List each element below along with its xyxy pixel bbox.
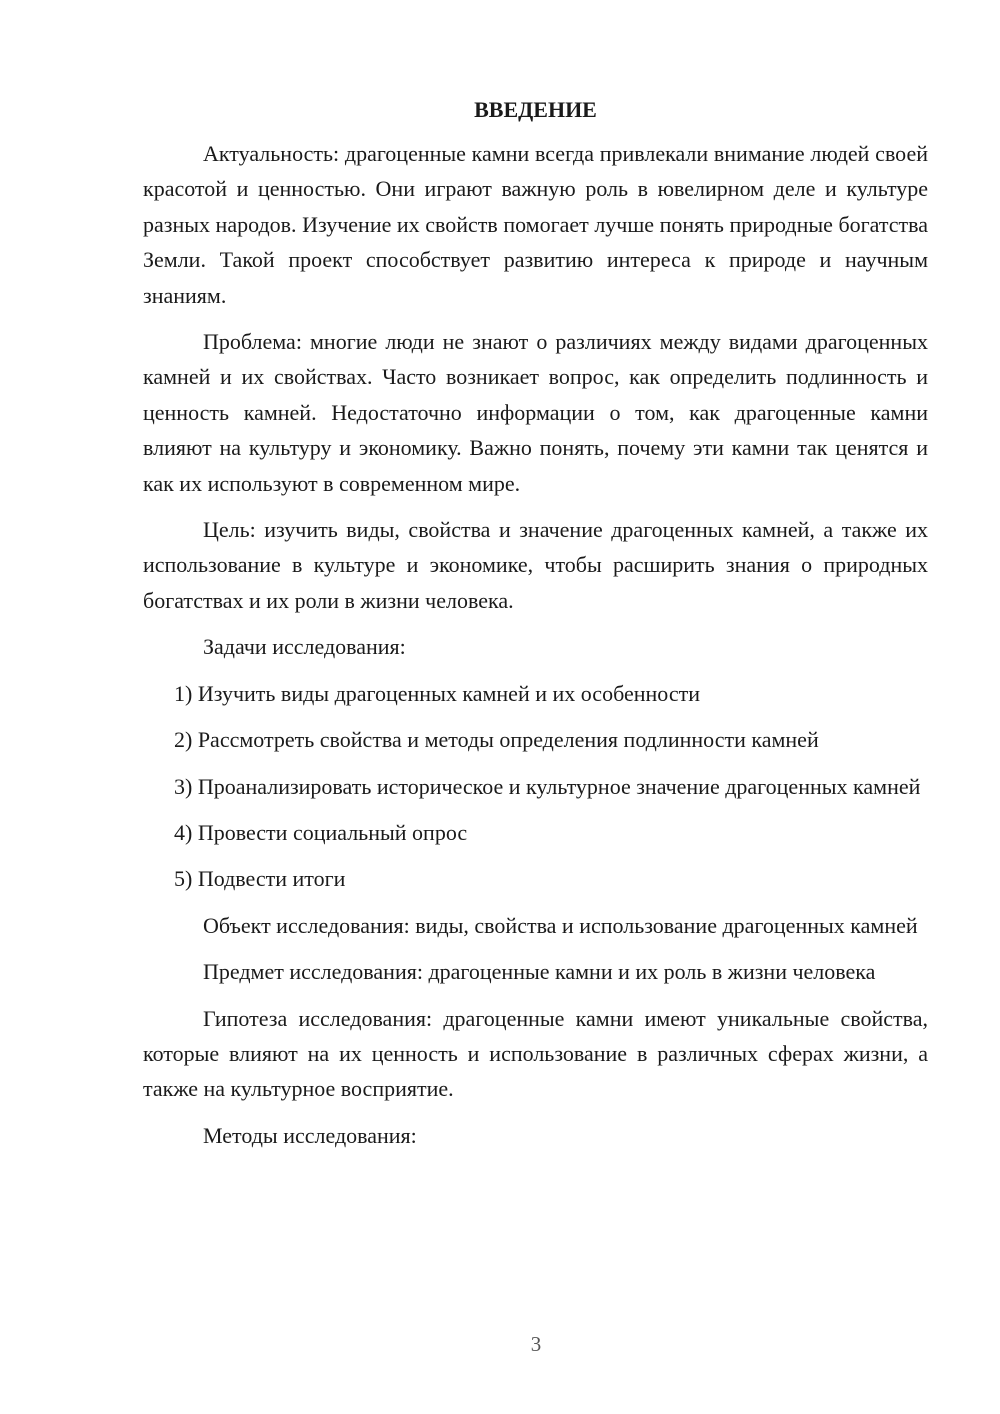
goal-paragraph: Цель: изучить виды, свойства и значение драгоценных камней, а также их использование в культуре и экономике, чтобы расширить знания о природных богатствах и их роли в жизни человека. bbox=[143, 517, 928, 613]
page-title: ВВЕДЕНИЕ bbox=[474, 97, 597, 122]
methods-heading: Методы исследования: bbox=[203, 1122, 417, 1148]
hypothesis-paragraph: Гипотеза исследования: драгоценные камни имеют уникальные свойства, которые влияют на их ценность и использование в различных сферах жизни, а также на культурное восприятие. bbox=[143, 1005, 928, 1102]
subject-paragraph: Предмет исследования: драгоценные камни и их роль в жизни человека bbox=[203, 959, 876, 985]
tasks-heading: Задачи исследования: bbox=[203, 634, 406, 660]
task-item-3: 3) Проанализировать историческое и культурное значение драгоценных камней bbox=[174, 773, 921, 799]
task-item-1: 1) Изучить виды драгоценных камней и их особенности bbox=[174, 680, 700, 706]
task-item-5: 5) Подвести итоги bbox=[174, 866, 346, 892]
object-paragraph: Объект исследования: виды, свойства и использование драгоценных камней bbox=[203, 912, 918, 938]
relevance-paragraph: Актуальность: драгоценные камни всегда привлекали внимание людей своей красотой и ценностью. Они играют важную роль в ювелирном деле и культуре разных народов. Изучение их свойств помогает лучше понять природные богатства Земли. Такой проект способствует развитию интереса к природе и научным знаниям. bbox=[143, 141, 928, 308]
problem-paragraph: Проблема: многие люди не знают о различиях между видами драгоценных камней и их свойствах. Часто возникает вопрос, как определить подлинность и ценность камней. Недостаточно информации о том, как драгоценные камни влияют на культуру и экономику. Важно понять, почему эти камни так ценятся и как их используют в современном мире. bbox=[143, 329, 928, 496]
task-item-4: 4) Провести социальный опрос bbox=[174, 819, 468, 845]
document-page bbox=[143, 92, 928, 1164]
task-item-2: 2) Рассмотреть свойства и методы определения подлинности камней bbox=[174, 727, 819, 753]
page-number: 3 bbox=[530, 1332, 542, 1356]
tasks-list bbox=[143, 676, 928, 897]
